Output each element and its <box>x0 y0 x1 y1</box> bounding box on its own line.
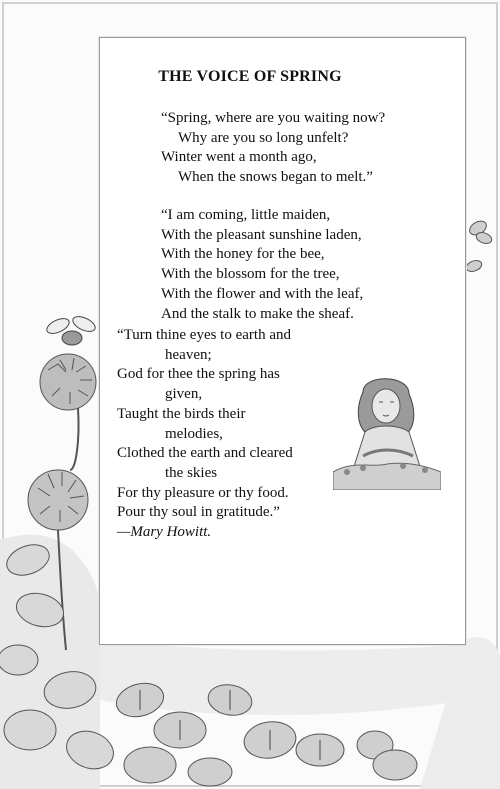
poem-line: Winter went a month ago, <box>161 149 317 166</box>
poem-line: Taught the birds their <box>117 405 246 422</box>
butterfly-icon <box>465 218 493 273</box>
poem-line: With the pleasant sunshine laden, <box>161 226 362 243</box>
poem-line: God for thee the spring has <box>117 366 280 383</box>
stanza-3 <box>117 326 293 543</box>
poem-line: the skies <box>165 464 218 481</box>
stanza-1 <box>161 109 385 188</box>
poem-line: melodies, <box>165 425 223 442</box>
poem-line: Clothed the earth and cleared <box>117 445 293 462</box>
poem-line: With the honey for the bee, <box>161 246 325 263</box>
poem-line: “Turn thine eyes to earth and <box>117 327 291 343</box>
girl-with-flowers <box>333 372 441 490</box>
stanza-2 <box>161 206 363 324</box>
poem-line: Why are you so long unfelt? <box>178 129 349 146</box>
poem-line: And the stalk to make the sheaf. <box>161 305 354 322</box>
bee-icon <box>45 313 98 345</box>
attribution: —Mary Howitt. <box>117 524 212 541</box>
poem-line: With the flower and with the leaf, <box>161 285 364 302</box>
poem-line: heaven; <box>165 346 212 363</box>
clover-flower-middle <box>28 470 88 530</box>
poem-line: With the blossom for the tree, <box>161 266 340 283</box>
poem-line: “I am coming, little maiden, <box>161 207 331 223</box>
poem-line: given, <box>165 386 203 403</box>
poem-line: For thy pleasure or thy food. <box>117 484 289 501</box>
poem-line: When the snows began to melt.” <box>178 169 373 186</box>
page-title: THE VOICE OF SPRING <box>158 68 342 85</box>
poem-line: Pour thy soul in gratitude.” <box>117 504 280 521</box>
poem-line: “Spring, where are you waiting now? <box>161 110 386 126</box>
clover-flower-top <box>40 354 96 410</box>
